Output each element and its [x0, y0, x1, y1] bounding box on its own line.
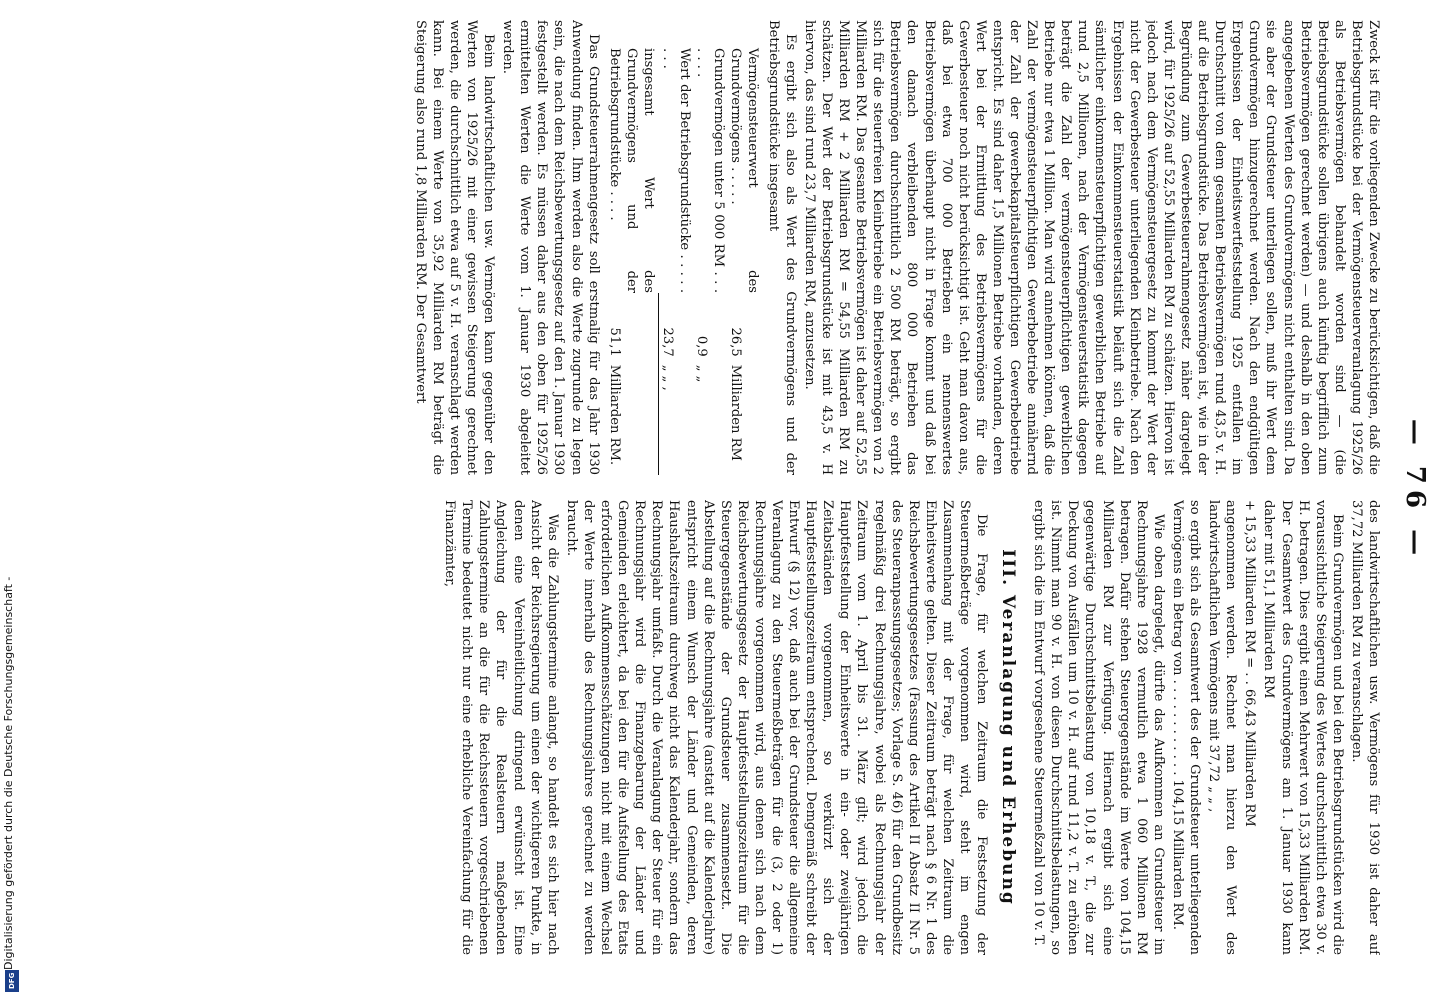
paragraph: Es ergibt sich also als Wert des Grundvermögens und der Betriebsgrundstücke insgesamt — [765, 20, 798, 475]
paragraph: Was die Zahlungstermine anlangt, so handelt es sich hier nach Ansicht der Reichsregierung um einen der wichtigeren Punkte, in denen eine Vereinheitlichung dringend erwünscht ist. Eine Angleichung der für die Realsteuern maßgebenden Zahlungstermine an die für die Reichssteuern vorgeschriebenen Termine bedeutet nicht nur eine erhebliche Vereinfachung für die Finanzämter, — [442, 500, 560, 955]
table-cell-label: Wert der Betriebsgrundstücke . . . . . . . . — [659, 48, 692, 293]
paragraph: Beim landwirtschaftlichen usw. Vermögen kann gegenüber den Werten von 1925/26 mit einer gewissen Steigerung gerechnet werden, die durchschnittlich etwa auf 5 v. H. veranschlagt werden kann. Bei einem Werte von 35,92 Milliarden RM beträgt die Steigerung also rund 1,8 Milliarden RM. Der Gesamtwert — [412, 20, 497, 475]
table-cell-value: 26,5 — [727, 327, 743, 357]
table-cell-unit: Milliarden RM — [727, 364, 743, 461]
paragraph: so ergibt sich als Gesamtwert des der Grundsteuer unterliegenden Vermögens ein Betrag von . . . . . . . . . . . . 104,15 Milliarden RM. — [1169, 500, 1203, 955]
document-page — [14, 0, 1434, 980]
left-column — [52, 20, 1382, 475]
paragraph: des landwirtschaftlichen usw. Vermögens für 1930 ist daher auf 37,72 Milliarden RM zu veranschlagen. — [1348, 500, 1381, 955]
table-row — [693, 20, 727, 475]
paragraph: Wie oben dargelegt, dürfte das Aufkommen an Grundsteuer im Rechnungsjahre 1928 vermutlich etwa 1 060 Millionen RM betragen. Dafür stehen Steuergegenstände im Werte von 104,15 Milliarden RM zur Verfügung. Hiernach ergibt sich eine gegenwärtige Durchschnittsbelastung von 10,18 v. T., die zur Deckung von Ausfällen um 10 v. H. auf rund 11,2 v. T. zu erhöhen ist. Nimmt man 90 v. H. von diesen Durchschnittsbelastungen, so ergibt sich die im Entwurf vorgesehene Steuermeßzahl von 10 v. T. — [1031, 500, 1166, 955]
value-table — [606, 20, 761, 475]
digitization-note: Digitalisierung gefördert durch die Deutsche Forschungsgemeinschaft - — [2, 576, 15, 970]
section-title: III. Veranlagung und Erhebung — [998, 549, 1019, 906]
table-cell-unit: Milliarden RM. — [606, 357, 659, 475]
table-cell-label: insgesamt Wert des Grundvermögens und der Betriebsgrundstücke . . . . — [606, 48, 656, 293]
table-cell-label: Vermögensteuerwert des Grundvermögens . . . . . — [727, 48, 760, 293]
table-row — [727, 20, 761, 475]
table-cell-label: Grundvermögen unter 5 000 RM . . . . . . . — [693, 48, 726, 293]
table-cell-value: 0,9 — [693, 335, 709, 357]
paragraph: Beim Grundvermögen und bei den Betriebsgrundstücken wird die voraussichtliche Steigerung des Wertes durchschnittlich etwa 30 v. H. betragen. Dies ergibt einen Mehrwert von 15,33 Milliarden RM. Der Gesamtwert des Grundvermögens am 1. Januar 1930 kann daher mit 51,1 Milliarden RM — [1261, 500, 1345, 955]
paragraph: angenommen werden. Rechnet man hierzu den Wert des landwirtschaftlichen Vermögens mit 37,72 „ „ , — [1206, 500, 1239, 955]
table-row — [659, 20, 693, 475]
dfg-logo: DFG — [5, 970, 19, 992]
table-cell-value: 23,7 — [660, 327, 676, 357]
paragraph: + 15,33 Milliarden RM = . . 66,43 Milliarden RM — [1242, 500, 1258, 827]
table-row-total — [606, 20, 659, 475]
paragraph: Zweck ist für die vorliegenden Zwecke zu berücksichtigen, daß die Betriebsgrundstücke bei der Vermögensteuerveranlagung 1925/26 als Betriebsvermögen behandelt worden sind — (die Betriebsgrundstücke sollen übrigens auch künftig begrifflich zum Betriebsvermögen gerechnet werden) — und deshalb in den oben angegebenen Werten des Grundvermögens nicht enthalten sind. Da sie aber der Grundsteuer unterliegen sollen, muß ihr Wert dem Grundvermögen hinzugerechnet werden. Nach den endgültigen Ergebnissen der Einheitswertfeststellung 1925 entfallen im Durchschnitt von dem gesamten Betriebsvermögen rund 43,5 v. H. auf die Betriebsgrundstücke. Das Betriebsvermögen ist, wie in der Begründung zum Gewerbesteuerrahmengesetz näher dargelegt wird, für 1925/26 auf 52,55 Milliarden RM zu schätzen. Hiervon ist jedoch nach dem Vermögensteuergesetz zu kommt der Wert der nicht der Gewerbesteuer unterliegenden Kleinbetriebe. Nach den Ergebnissen der Einkommensteuerstatistik beläuft sich die Zahl sämtlicher einkommensteuerpflichtigen gewerblichen Betriebe auf rund 2,5 Millionen, nach der Vermögensteuerstatistik dagegen beträgt die Zahl der vermögensteuerpflichtigen gewerblichen Betriebe nur etwa 1 Million. Man wird annehmen können, daß die Zahl der vermögensteuerpflichtigen Gewerbebetriebe annähernd der Zahl der gewerbekapitalsteuerpflichtigen Gewerbebetriebe entspricht. Es sind daher 1,5 Millionen Betriebe vorhanden, deren Wert bei der Ermittlung des Betriebsvermögens für die Gewerbesteuer noch nicht berücksichtigt ist. Geht man davon aus, daß bei etwa 700 000 Betrieben ein nennenswertes Betriebsvermögen überhaupt nicht in Frage kommt und daß bei den danach verbleibenden 800 000 Betrieben das Betriebsvermögen durchschnittlich 2 500 RM beträgt, so ergibt sich für die steuerfreien Kleinbetriebe ein Betriebsvermögen von 2 Milliarden RM. Das gesamte Betriebsvermögen ist daher auf 52,55 Milliarden RM + 2 Milliarden RM = 54,55 Milliarden RM zu schätzen. Der Wert der Betriebsgrundstücke ist mit 43,5 v. H hiervon, das sind rund 23,7 Milliarden RM, anzusetzen. — [801, 20, 1381, 475]
digitization-footer — [2, 0, 22, 1000]
right-column — [52, 500, 1382, 955]
page-number: — 76 — — [1400, 418, 1430, 562]
paragraph: Die Frage, für welchen Zeitraum die Festsetzung der Steuermeßbeträge vorgenommen wird, steht im engen Zusammenhang mit der Frage, für welchen Zeitraum die Einheitswerte gelten. Dieser Zeitraum beträgt nach § 6 Nr. 1 des Reichsbewertungsgesetzes (Fassung des Artikel II Absatz II Nr. 5 des Steueranpassungsgesetzes; Vorlage S. 46) für den Grundbesitz regelmäßig drei Rechnungsjahre, wobei als Rechnungsjahr der Zeitraum vom 1. April bis 31. März gilt; wird jedoch die Hauptfeststellung der Einheitswerte in ein- oder zweijährigen Zeitabständen vorgenommen, so verkürzt sich der Hauptfeststellungszeitraum entsprechend. Demgemäß schreibt der Entwurf (§ 12) vor, daß auch bei der Grundsteuer die allgemeine Veranlagung zu den Steuermeßbeträgen für die (3, 2 oder 1) Rechnungsjahre vorgenommen wird, aus denen sich nach dem Reichsbewertungsgesetz der Hauptfeststellungszeitraum für die Steuergegenstände der Grundsteuer zusammensetzt. Die Abstellung auf die Rechnungsjahre (anstatt auf die Kalenderjahre) entspricht einem Wunsch der Länder und Gemeinden, deren Haushaltszeitraum durchweg nicht das Kalenderjahr, sondern das Rechnungsjahr umfaßt. Durch die Veranlagung der Steuer für ein Rechnungsjahr wird die Finanzgebarung der Länder und Gemeinden erleichtert, da bei den für die Aufstellung des Etats erforderlichen Aufkommensschätzungen nicht mit einem Wechsel der Werte innerhalb des Rechnungsjahres gerechnet zu werden braucht. — [563, 500, 990, 955]
table-cell-unit: „ „ — [693, 364, 709, 383]
table-cell-unit: „ „ , — [660, 364, 676, 391]
table-cell-value: 51,1 — [606, 293, 659, 357]
paragraph: Das Grundsteuerrahmengesetz soll erstmalig für das Jahr 1930 Anwendung finden. Ihm werden also die Werte zugrunde zu legen sein, die nach dem Reichsbewertungsgesetz auf den 1. Januar 1930 festgestellt werden. Es müssen daher aus den oben für 1925/26 ermittelten Werten die Werte vom 1. Januar 1930 abgeleitet werden. — [500, 20, 601, 475]
